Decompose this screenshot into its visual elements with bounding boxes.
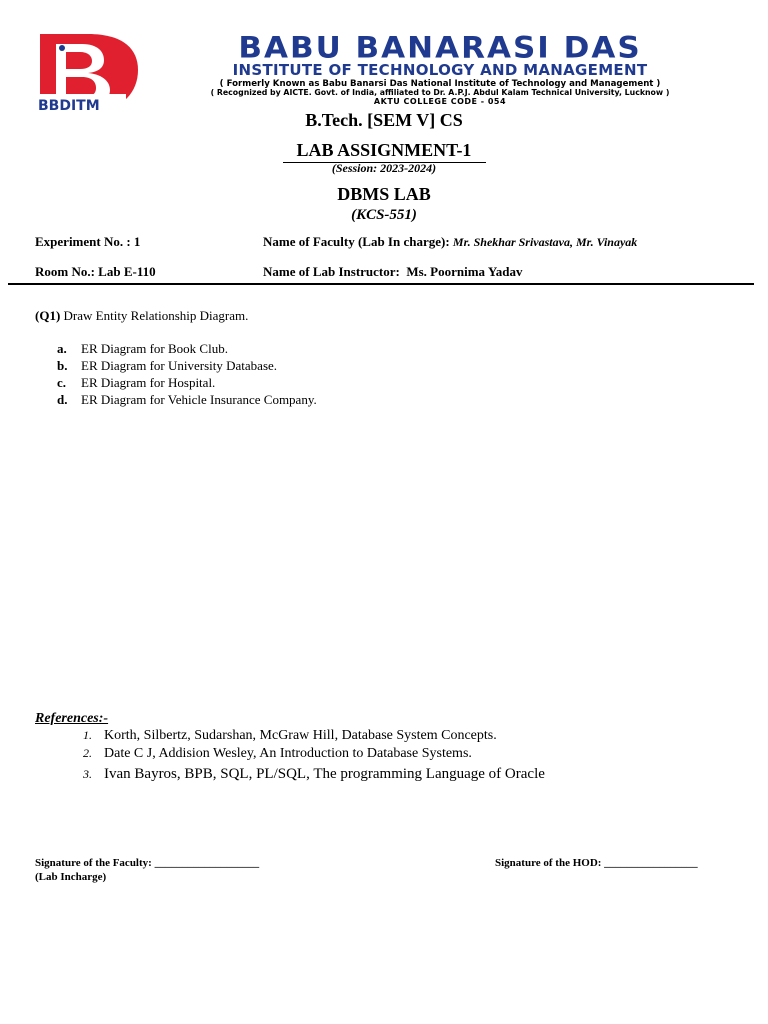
reference-item <box>83 746 472 762</box>
bbditm-logo <box>36 32 140 114</box>
list-item <box>57 392 317 408</box>
lab-code: (KCS-551) <box>351 207 417 223</box>
institute-recognition: ( Recognized by AICTE. Govt. of India, affiliated to Dr. A.P.J. Abdul Kalam Technical University, Lucknow ) <box>210 88 670 97</box>
list-text: ER Diagram for University Database. <box>81 358 278 373</box>
experiment-number: Experiment No. : 1 <box>35 234 141 249</box>
institute-former-name: ( Formerly Known as Babu Banarsi Das National Institute of Technology and Management ) <box>219 79 661 89</box>
reference-text: Korth, Silbertz, Sudarshan, McGraw Hill, Database System Concepts. <box>104 728 497 743</box>
faculty-value: Mr. Shekhar Srivastava, Mr. Vinayak <box>452 235 638 249</box>
faculty-signature: Signature of the Faculty: ___________________ <box>35 857 260 869</box>
faculty-signature-role: (Lab Incharge) <box>35 871 107 883</box>
institute-name-line2: INSTITUTE OF TECHNOLOGY AND MANAGEMENT <box>232 61 648 79</box>
list-marker: c. <box>57 375 67 390</box>
reference-text: Ivan Bayros, BPB, SQL, PL/SQL, The programming Language of Oracle <box>104 766 545 782</box>
instructor-value: Ms. Poornima Yadav <box>406 264 523 279</box>
list-text: ER Diagram for Book Club. <box>81 341 228 356</box>
faculty-info <box>263 234 637 250</box>
college-code: AKTU COLLEGE CODE - 054 <box>373 97 507 106</box>
list-text: ER Diagram for Hospital. <box>81 375 216 390</box>
list-marker: a. <box>57 341 67 356</box>
reference-item <box>83 728 497 744</box>
lab-name: DBMS LAB <box>337 184 431 204</box>
instructor-label: Name of Lab Instructor: <box>263 264 400 279</box>
institute-name-line1: BABU BANARASI DAS <box>238 30 642 66</box>
question-label: (Q1) <box>35 308 61 323</box>
references-title: References:- <box>35 711 109 726</box>
list-item <box>57 341 228 357</box>
list-marker: b. <box>57 358 68 373</box>
assignment-title: LAB ASSIGNMENT-1 <box>296 140 472 160</box>
logo-text: BBDITM <box>38 98 100 114</box>
room-number: Room No.: Lab E-110 <box>35 264 156 279</box>
instructor-info <box>263 264 523 280</box>
session: (Session: 2023-2024) <box>331 161 437 175</box>
question-text: Draw Entity Relationship Diagram. <box>63 308 249 323</box>
question-1 <box>35 308 248 324</box>
hod-signature: Signature of the HOD: _________________ <box>495 857 698 869</box>
faculty-label: Name of Faculty (Lab In charge): <box>263 234 450 249</box>
list-item <box>57 358 277 374</box>
course-title: B.Tech. [SEM V] CS <box>305 110 463 130</box>
reference-number: 3. <box>83 767 92 781</box>
reference-text: Date C J, Addision Wesley, An Introduction to Database Systems. <box>104 746 472 761</box>
list-text: ER Diagram for Vehicle Insurance Company. <box>81 392 317 407</box>
reference-number: 1. <box>83 728 92 742</box>
list-marker: d. <box>57 392 68 407</box>
header-divider <box>8 283 754 285</box>
reference-number: 2. <box>83 746 92 760</box>
reference-item <box>83 766 545 783</box>
list-item <box>57 375 215 391</box>
